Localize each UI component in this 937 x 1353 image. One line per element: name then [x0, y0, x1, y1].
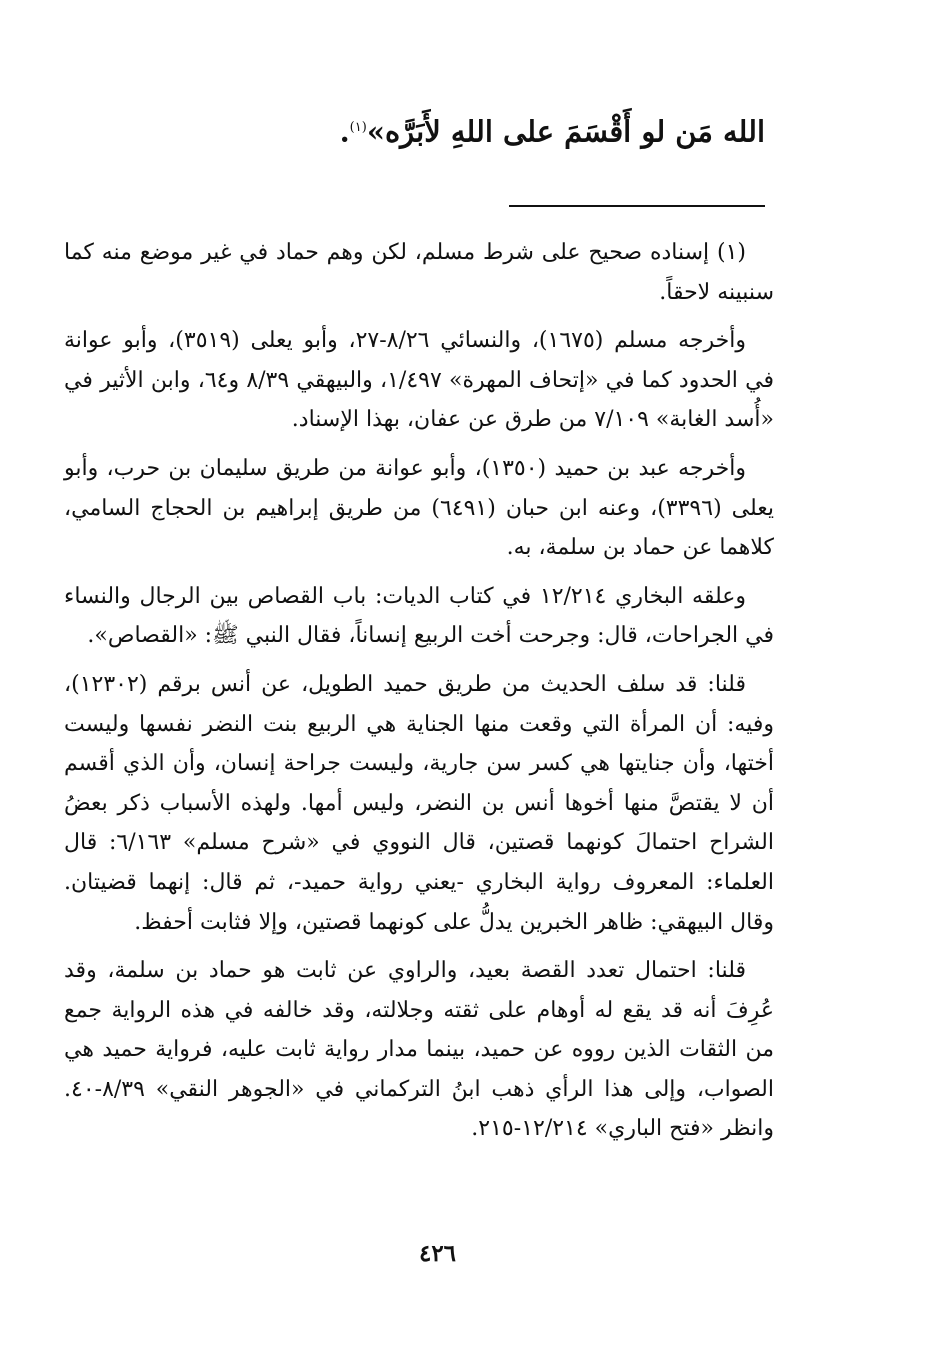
- footnote-paragraph-2: وأخرجه مسلم (١٦٧٥)، والنسائي ٨/٢٦-٢٧، وأبو يعلى (٣٥١٩)، وأبو عوانة في الحدود كما في «إتحاف المهرة» ١/٤٩٧، والبيهقي ٨/٣٩ و٦٤، وابن الأثير في «أُسد الغابة» ٧/١٠٩ من طرق عن عفان، بهذا الإسناد.: [64, 328, 774, 433]
- footnotes-block: [64, 233, 774, 1158]
- footnote-reference: (١): [349, 120, 367, 135]
- footnote-paragraph-3: وأخرجه عبد بن حميد (١٣٥٠)، وأبو عوانة من طريق سليمان بن حرب، وأبو يعلى (٣٣٩٦)، وعنه ابن حبان (٦٤٩١) من طريق إبراهيم بن الحجاج السامي، كلاهما عن حماد بن سلمة، به.: [64, 455, 775, 561]
- footnote-paragraph-5: قلنا: قد سلف الحديث من طريق حميد الطويل، عن أنس برقم (١٢٣٠٢)، وفيه: أن المرأة التي وقعت منها الجناية هي الربيع بنت النضر نفسها وليست أختها، وأن جنايتها هي كسر سن جارية، وليست جراحة إنسان، وأن الذي أقسم أن لا يقتصَّ منها أخوها أنس بن النضر، وليس أمها. ولهذه الأسباب ذكر بعضُ الشراح احتمالَ كونهما قصتين، قال النووي في «شرح مسلم» ٦/١٦٣: قال العلماء: المعروف رواية البخاري -يعني رواية حميد-، ثم قال: إنهما قضيتان. وقال البيهقي: ظاهر الخبرين يدلُّ على كونهما قصتين، وإلا فثابت أحفظ.: [64, 671, 774, 935]
- footnote-separator: [509, 205, 765, 207]
- main-text-content: الله مَن لو أَقْسَمَ على اللهِ لأَبَرَّه»: [366, 114, 765, 149]
- main-text-period: .: [339, 114, 350, 149]
- main-text-line: [145, 100, 765, 160]
- footnote-paragraph-6: قلنا: احتمال تعدد القصة بعيد، والراوي عن ثابت هو حماد بن سلمة، وقد عُرِفَ أنه قد يقع له أوهام على ثقته وجلالته، وقد خالفه في هذه الرواية جمع من الثقات الذين رووه عن حميد، بينما مدار رواية ثابت عليه، فرواية حميد هي الصواب، وإلى هذا الرأي ذهب ابنُ التركماني في «الجوهر النقي» ٨/٣٩-٤٠. وانظر «فتح الباري» ١٢/٢١٤-٢١٥.: [64, 958, 775, 1142]
- page-number: ٤٢٦: [418, 1240, 457, 1267]
- footnote-paragraph-4: وعلقه البخاري ١٢/٢١٤ في كتاب الديات: باب القصاص بين الرجال والنساء في الجراحات، قال: وجرحت أخت الربيع إنساناً، فقال النبي ﷺ: «القصاص».: [64, 583, 774, 649]
- footnote-paragraph-1: (١) إسناده صحيح على شرط مسلم، لكن وهم حماد في غير موضع منه كما سنبينه لاحقاً.: [64, 240, 774, 305]
